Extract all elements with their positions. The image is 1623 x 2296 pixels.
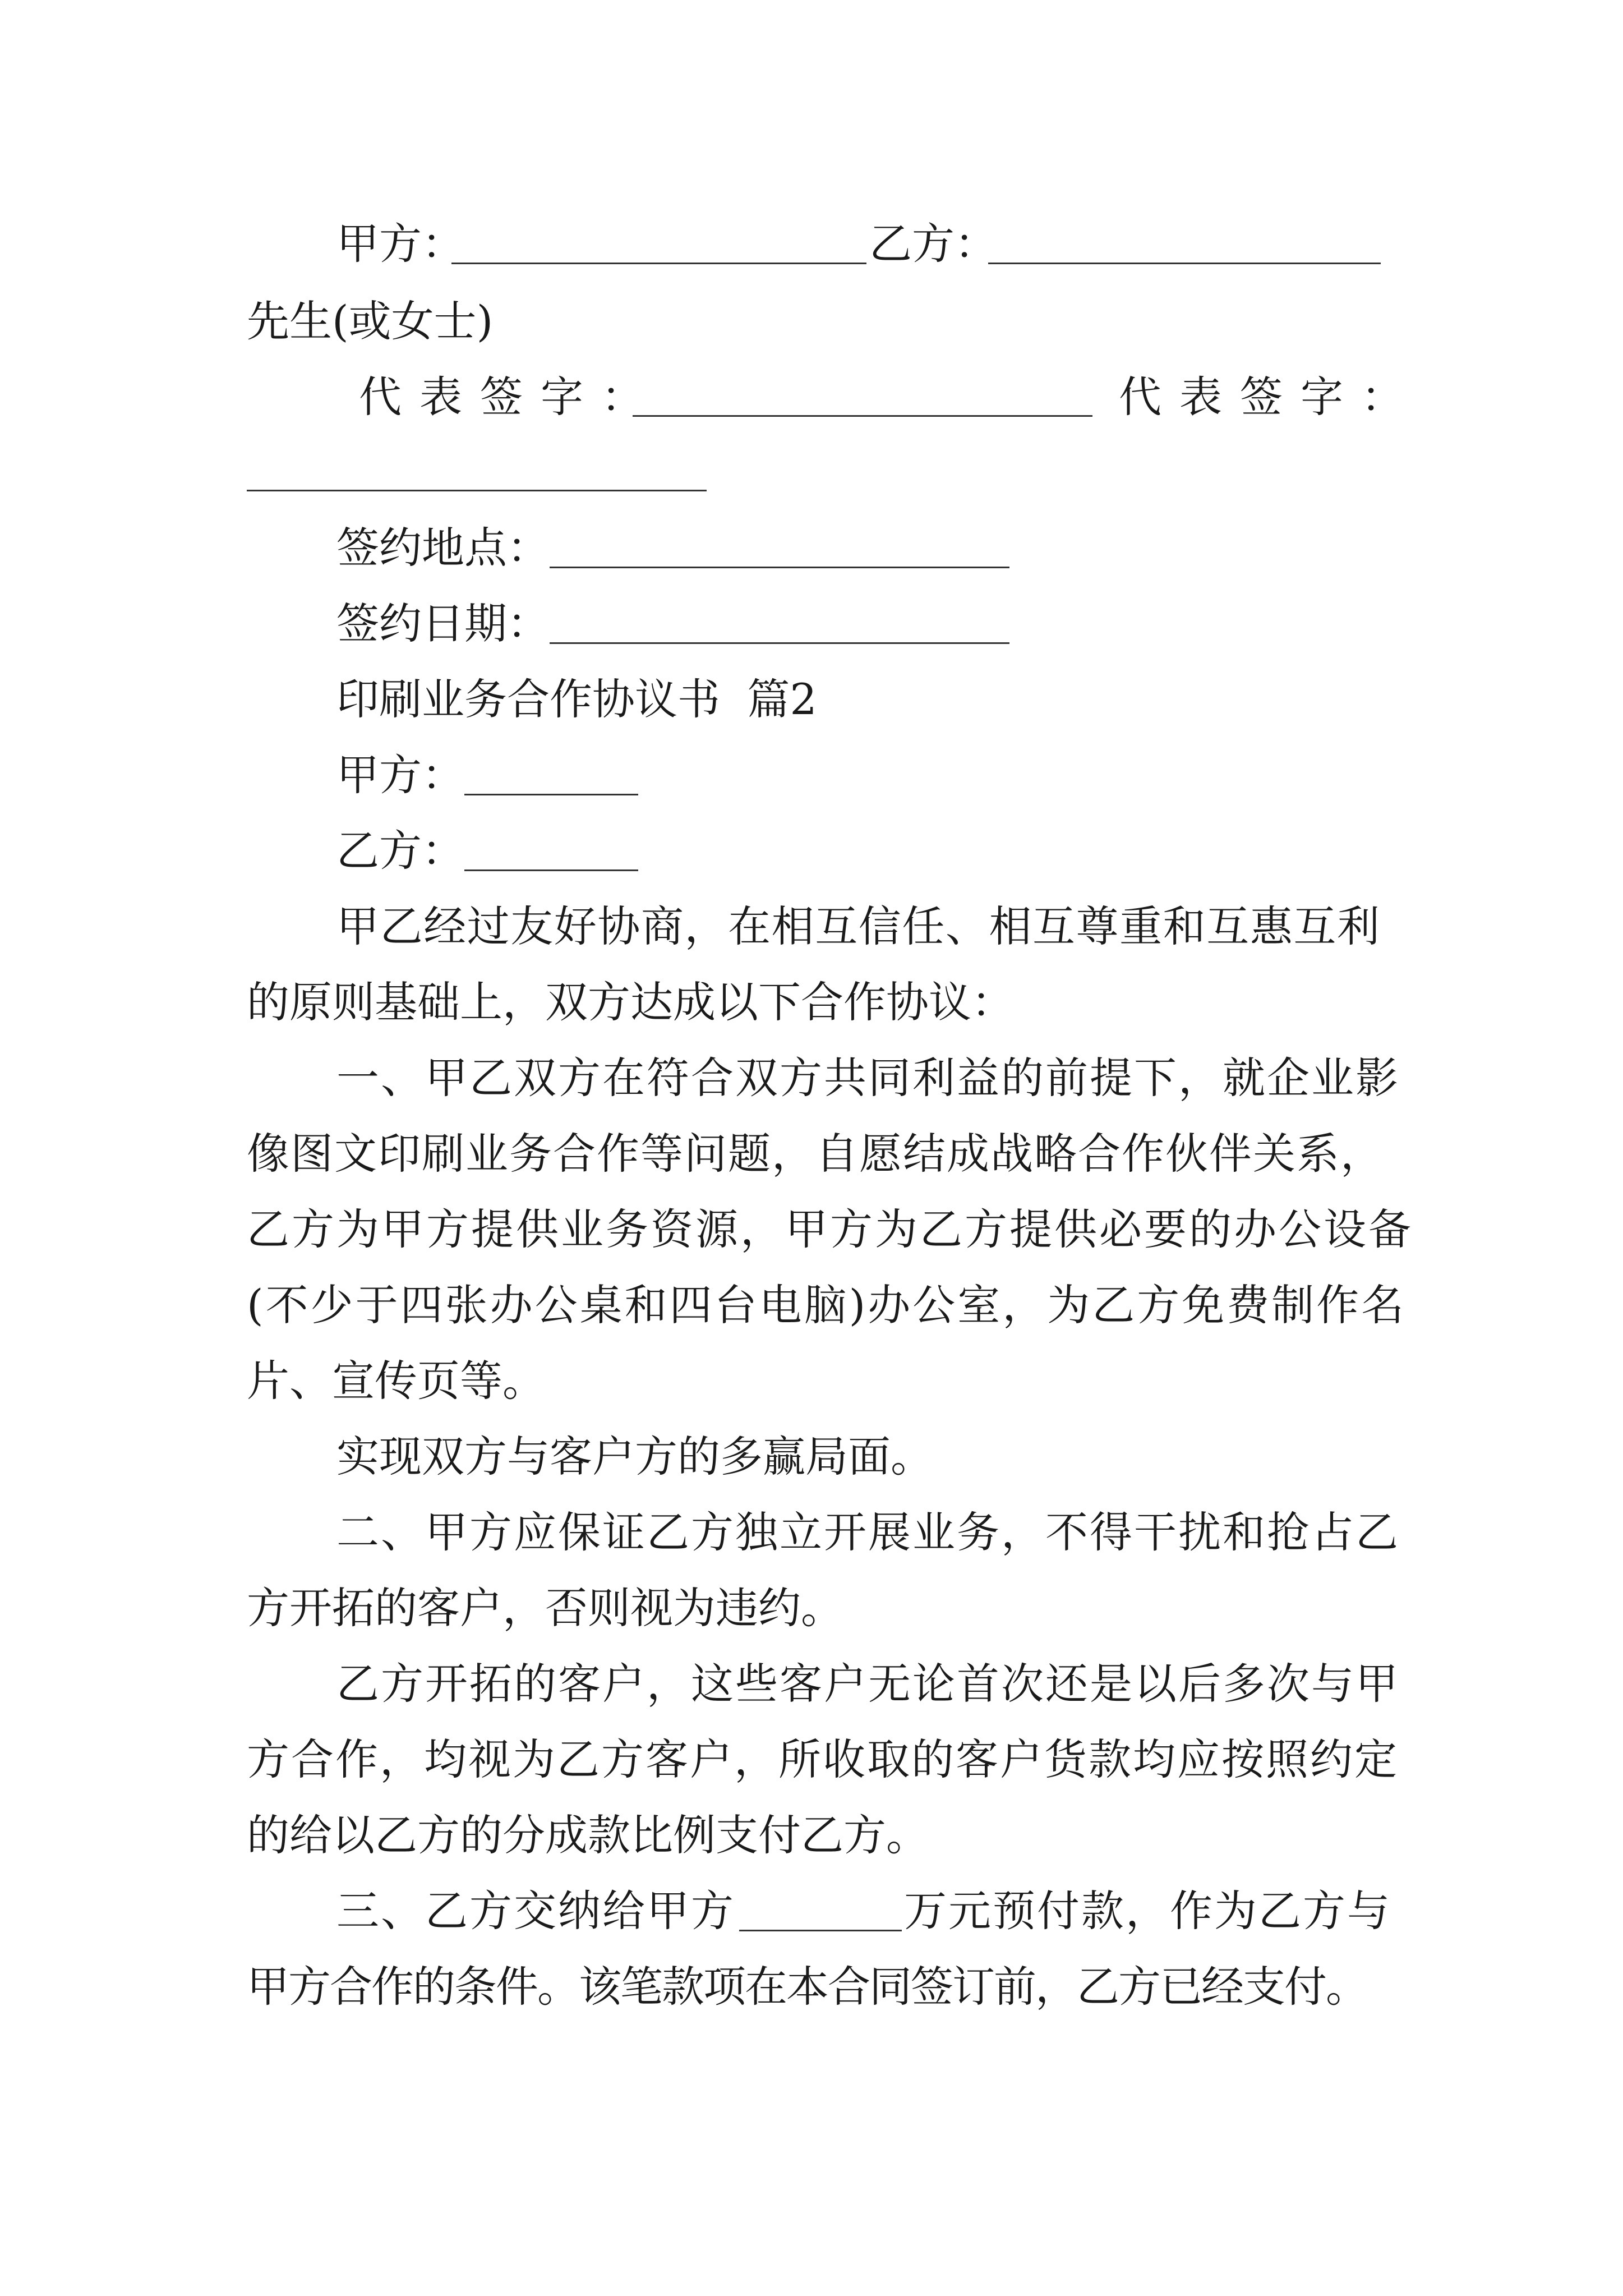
clause3-line-1-part-b: 万元预付款，作为乙方与 — [904, 1886, 1391, 1936]
clause2-line-2: 方开拓的客户，否则视为违约。 — [247, 1583, 843, 1633]
section-title: 印刷业务合作协议书 篇2 — [336, 674, 817, 724]
sign-date-blank — [550, 642, 1009, 644]
clause3-line-1-part-a: 三、乙方交纳给甲方 — [336, 1886, 735, 1936]
sign-date-label: 签约日期： — [336, 599, 550, 648]
clause1-line-3: 乙方为甲方提供业务资源，甲方为乙方提供必要的办公设备 — [247, 1204, 1413, 1254]
party-b-blank — [988, 263, 1381, 264]
intro-line-1: 甲 乙 经 过 友 好 协 商 ， 在 相 互 信 任 、 相 互 尊 重 和 互 惠 互 利 — [336, 901, 1380, 951]
intro-line-2: 的原则基础上，双方达成以下合作协议： — [247, 977, 1014, 1027]
mr-ms-text: 先生(或女士) — [247, 296, 494, 346]
sign-place-blank — [550, 567, 1009, 568]
party-b-label: 乙方： — [869, 219, 997, 269]
rep-sign-label-b: 代表签字： — [1119, 372, 1422, 422]
clause2-line-1: 二、甲方应保证乙方独立开展业务，不得干扰和抢占乙 — [336, 1507, 1400, 1557]
section2-party-a-blank — [464, 794, 638, 795]
section2-party-b-blank — [464, 869, 638, 871]
clause1-line-5: 片、宣传页等。 — [247, 1356, 545, 1406]
rep-sign-blank-b — [247, 490, 707, 491]
clause1-line-6: 实现双方与客户方的多赢局面。 — [336, 1432, 933, 1481]
prepayment-amount-blank — [739, 1930, 902, 1931]
party-a-blank — [451, 263, 866, 264]
party-a-label: 甲方： — [336, 219, 464, 269]
rep-sign-label-a: 代表签字： — [359, 372, 662, 422]
clause3-line-2: 甲方合作的条件。该笔款项在本合同签订前，乙方已经支付。 — [247, 1962, 1367, 2012]
clause1-line-2: 像图文印刷业务合作等问题，自愿结成战略合作伙伴关系， — [247, 1129, 1384, 1179]
clause2b-line-3: 的给以乙方的分成款比例支付乙方。 — [247, 1810, 929, 1860]
clause2b-line-1: 乙方开拓的客户，这些客户无论首次还是以后多次与甲 — [336, 1659, 1400, 1709]
section2-party-b-label: 乙方： — [336, 826, 464, 876]
sign-place-label: 签约地点： — [336, 523, 550, 573]
rep-sign-blank-a — [633, 415, 1092, 417]
clause2b-line-2: 方合作，均视为乙方客户，所收取的客户货款均应按照约定 — [247, 1734, 1399, 1784]
clause1-line-4: (不少于四张办公桌和四台电脑)办公室，为乙方免费制作名 — [247, 1280, 1407, 1330]
section2-party-a-label: 甲方： — [336, 750, 464, 800]
clause1-line-1: 一、甲乙双方在符合双方共同利益的前提下，就企业影 — [336, 1053, 1400, 1103]
